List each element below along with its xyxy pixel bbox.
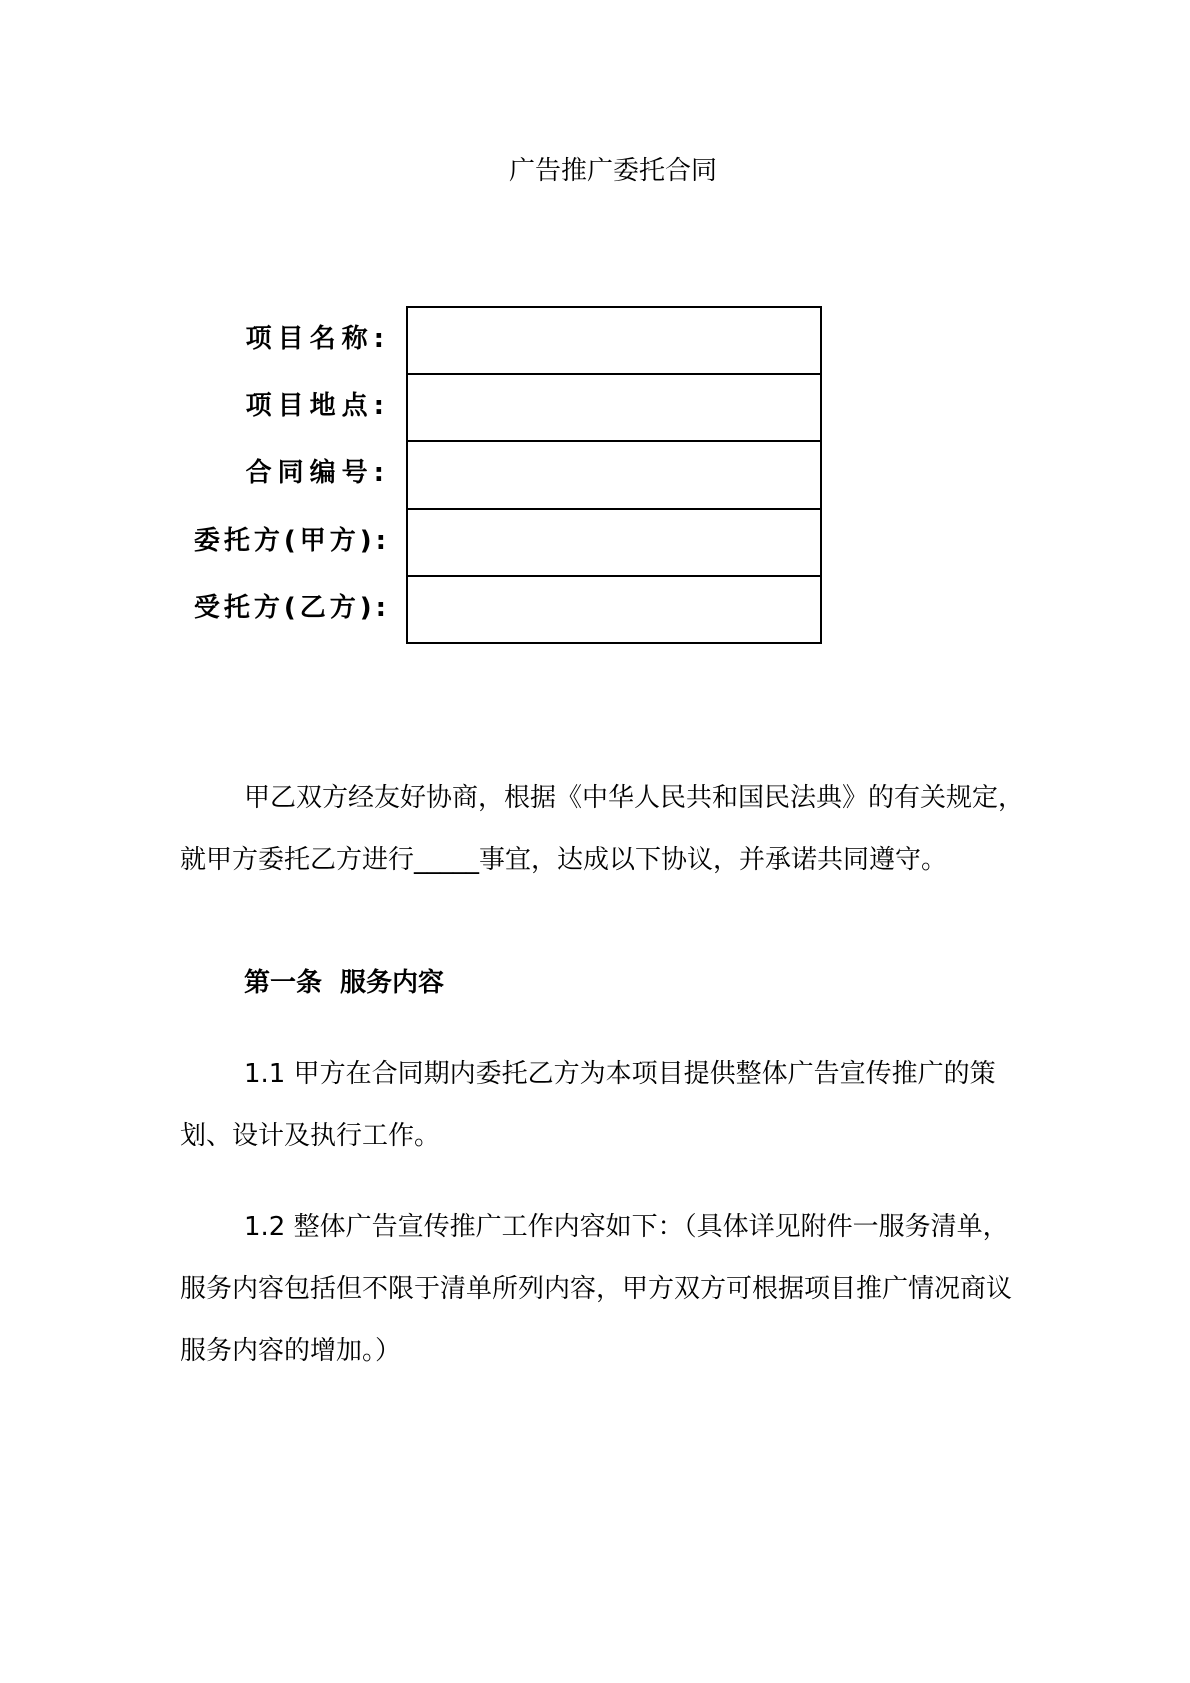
info-table [406,306,822,644]
client-party-a-field[interactable] [408,510,820,577]
contract-number-field[interactable] [408,442,820,509]
agent-party-b-field[interactable] [408,577,820,644]
clause-1-1: 1.1 甲方在合同期内委托乙方为本项目提供整体广告宣传推广的策划、设计及执行工作。 [180,1059,996,1151]
clause-1-2: 1.2 整体广告宣传推广工作内容如下：（具体详见附件一服务清单，服务内容包括但不限于清单所列内容，甲方双方可根据项目推广情况商议服务内容的增加。） [180,1212,1013,1366]
section-1-title: 服务内容 [340,968,445,998]
document-title: 广告推广委托合同 [508,156,717,186]
agent-party-b-label: 受托方(乙方): [193,593,390,623]
section-1-heading [244,952,444,1014]
contract-number-label: 合同编号: [245,458,390,488]
project-location-field[interactable] [408,375,820,442]
project-location-label: 项目地点: [245,391,390,421]
intro-paragraph: 甲乙双方经友好协商，根据《中华人民共和国民法典》的有关规定，就甲方委托乙方进行_____事宜，达成以下协议，并承诺共同遵守。 [180,783,1025,875]
section-1-number: 第一条 [244,968,323,998]
client-party-a-label: 委托方(甲方): [193,526,390,556]
project-name-label: 项目名称: [245,324,390,354]
project-name-field[interactable] [408,308,820,375]
